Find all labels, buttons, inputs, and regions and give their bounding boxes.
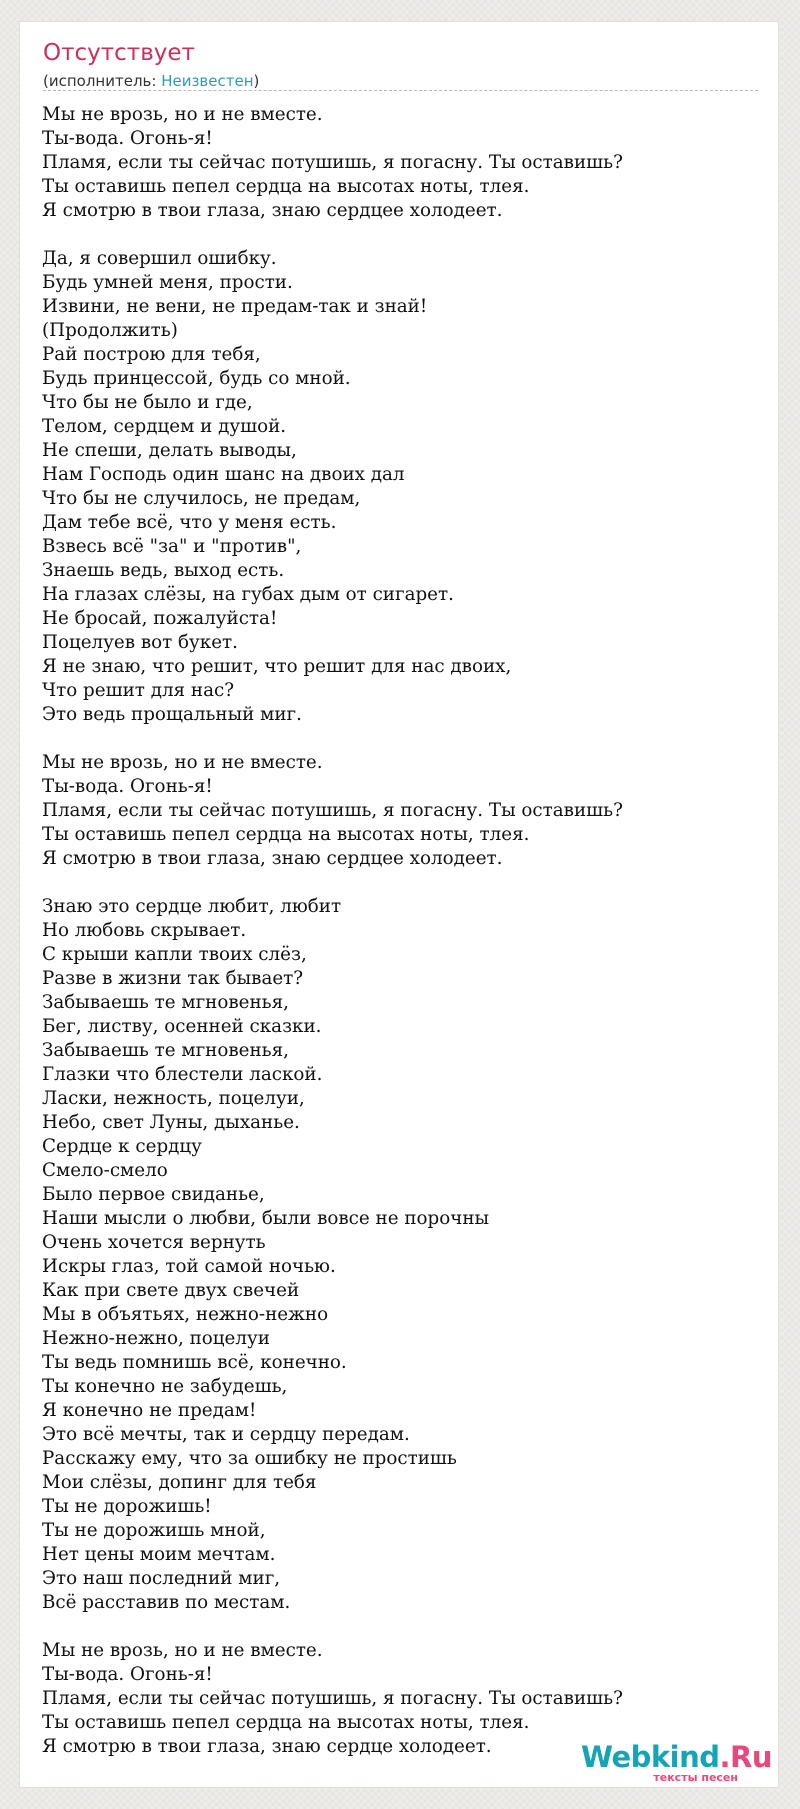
header-divider <box>43 90 758 91</box>
lyrics-line: Глазки что блестели лаской. <box>42 1064 323 1085</box>
lyrics-line: Нет цены моим мечтам. <box>42 1544 276 1565</box>
lyrics-line: Это наш последний миг, <box>42 1568 281 1589</box>
lyrics-line: Я смотрю в твои глаза, знаю сердцее холодеет. <box>42 200 503 221</box>
lyrics-line: Поцелуев вот букет. <box>42 632 238 653</box>
lyrics-line: Будь умней меня, прости. <box>42 272 293 293</box>
lyrics-stanza <box>42 751 768 871</box>
lyrics-stanza <box>42 103 768 223</box>
lyrics-line: Я конечно не предам! <box>42 1400 257 1421</box>
logo-brand: Webkind <box>580 1740 720 1774</box>
lyrics-stanza <box>42 895 768 1615</box>
lyrics-line: Ты оставишь пепел сердца на высотах ноты, тлея. <box>42 824 530 845</box>
lyrics-line: Знаешь ведь, выход есть. <box>42 560 285 581</box>
lyrics-line: Очень хочется вернуть <box>42 1232 266 1253</box>
lyrics-line: С крыши капли твоих слёз, <box>42 944 307 965</box>
lyrics-line: Но любовь скрывает. <box>42 920 247 941</box>
lyrics-line: Знаю это сердце любит, любит <box>42 896 342 917</box>
lyrics-line: Не бросай, пожалуйста! <box>42 608 278 629</box>
lyrics-line: Это всё мечты, так и сердцу передам. <box>42 1424 410 1445</box>
lyrics-line: Сердце к сердцу <box>42 1136 202 1157</box>
lyrics-line: Пламя, если ты сейчас потушишь, я погасну. Ты оставишь? <box>42 152 623 173</box>
lyrics-line: Телом, сердцем и душой. <box>42 416 287 437</box>
lyrics-line: Я смотрю в твои глаза, знаю сердцее холодеет. <box>42 848 503 869</box>
lyrics-line: Я не знаю, что решит, что решит для нас двоих, <box>42 656 512 677</box>
lyrics-line: Мы не врозь, но и не вместе. <box>42 1640 323 1661</box>
lyrics-line: Пламя, если ты сейчас потушишь, я погасну. Ты оставишь? <box>42 800 623 821</box>
lyrics-line: Будь принцессой, будь со мной. <box>42 368 351 389</box>
lyrics-line: Забываешь те мгновенья, <box>42 992 289 1013</box>
lyrics-line: Всё расставив по местам. <box>42 1592 291 1613</box>
lyrics-line: Ты оставишь пепел сердца на высотах ноты, тлея. <box>42 176 530 197</box>
performer-suffix: ) <box>253 72 260 90</box>
lyrics-line: Искры глаз, той самой ночью. <box>42 1256 336 1277</box>
lyrics-line: Что бы не было и где, <box>42 392 253 413</box>
lyrics-line: Ты-вода. Огонь-я! <box>42 776 213 797</box>
lyrics-card <box>19 21 779 1788</box>
lyrics-line: Ты-вода. Огонь-я! <box>42 128 213 149</box>
logo-tld: .Ru <box>719 1740 772 1774</box>
lyrics-line: Ты-вода. Огонь-я! <box>42 1664 213 1685</box>
lyrics-line: Ты ведь помнишь всё, конечно. <box>42 1352 347 1373</box>
lyrics-line: Ты не дорожишь! <box>42 1496 212 1517</box>
performer-prefix: (исполнитель: <box>43 72 162 90</box>
lyrics-line: Нам Господь один шанс на двоих дал <box>42 464 405 485</box>
lyrics-line: Не спеши, делать выводы, <box>42 440 297 461</box>
lyrics-stanza <box>42 247 768 727</box>
lyrics-line: Ты конечно не забудешь, <box>42 1376 288 1397</box>
lyrics-line: Было первое свиданье, <box>42 1184 265 1205</box>
lyrics-line: Извини, не вени, не предам-так и знай! <box>42 296 428 317</box>
performer-link[interactable]: Неизвестен <box>161 72 254 90</box>
lyrics-line: Мы не врозь, но и не вместе. <box>42 104 323 125</box>
lyrics-line: Что бы не случилось, не предам, <box>42 488 361 509</box>
lyrics-line: Дам тебе всё, что у меня есть. <box>42 512 337 533</box>
lyrics-line: Я смотрю в твои глаза, знаю сердце холодеет. <box>42 1736 492 1757</box>
lyrics-line: Наши мысли о любви, были вовсе не порочны <box>42 1208 490 1229</box>
lyrics-line: Забываешь те мгновенья, <box>42 1040 289 1061</box>
performer-line <box>43 72 259 90</box>
song-title: Отсутствует <box>43 40 195 66</box>
lyrics-line: Да, я совершил ошибку. <box>42 248 277 269</box>
lyrics-line: Бег, листву, осенней сказки. <box>42 1016 322 1037</box>
lyrics-line: Ты оставишь пепел сердца на высотах ноты, тлея. <box>42 1712 530 1733</box>
webkind-logo[interactable] <box>572 1740 772 1786</box>
lyrics-line: Ласки, нежность, поцелуи, <box>42 1088 305 1109</box>
logo-wordmark <box>581 1740 772 1774</box>
lyrics-line: Как при свете двух свечей <box>42 1280 300 1301</box>
lyrics-line: Мы не врозь, но и не вместе. <box>42 752 323 773</box>
lyrics-line: (Продолжить) <box>42 320 178 341</box>
lyrics-line: Небо, свет Луны, дыханье. <box>42 1112 300 1133</box>
lyrics-line: На глазах слёзы, на губах дым от сигарет. <box>42 584 454 605</box>
lyrics-line: Мои слёзы, допинг для тебя <box>42 1472 317 1493</box>
lyrics-line: Рай построю для тебя, <box>42 344 261 365</box>
lyrics-line: Что решит для нас? <box>42 680 235 701</box>
lyrics-line: Мы в объятьях, нежно-нежно <box>42 1304 329 1325</box>
lyrics-text <box>42 103 768 1783</box>
lyrics-line: Пламя, если ты сейчас потушишь, я погасну. Ты оставишь? <box>42 1688 623 1709</box>
lyrics-line: Это ведь прощальный миг. <box>42 704 302 725</box>
logo-tagline: тексты песен <box>653 1771 738 1784</box>
lyrics-line: Смело-смело <box>42 1160 168 1181</box>
lyrics-line: Ты не дорожишь мной, <box>42 1520 266 1541</box>
lyrics-line: Разве в жизни так бывает? <box>42 968 304 989</box>
lyrics-line: Расскажу ему, что за ошибку не простишь <box>42 1448 457 1469</box>
lyrics-line: Нежно-нежно, поцелуи <box>42 1328 270 1349</box>
lyrics-line: Взвесь всё "за" и "против", <box>42 536 302 557</box>
